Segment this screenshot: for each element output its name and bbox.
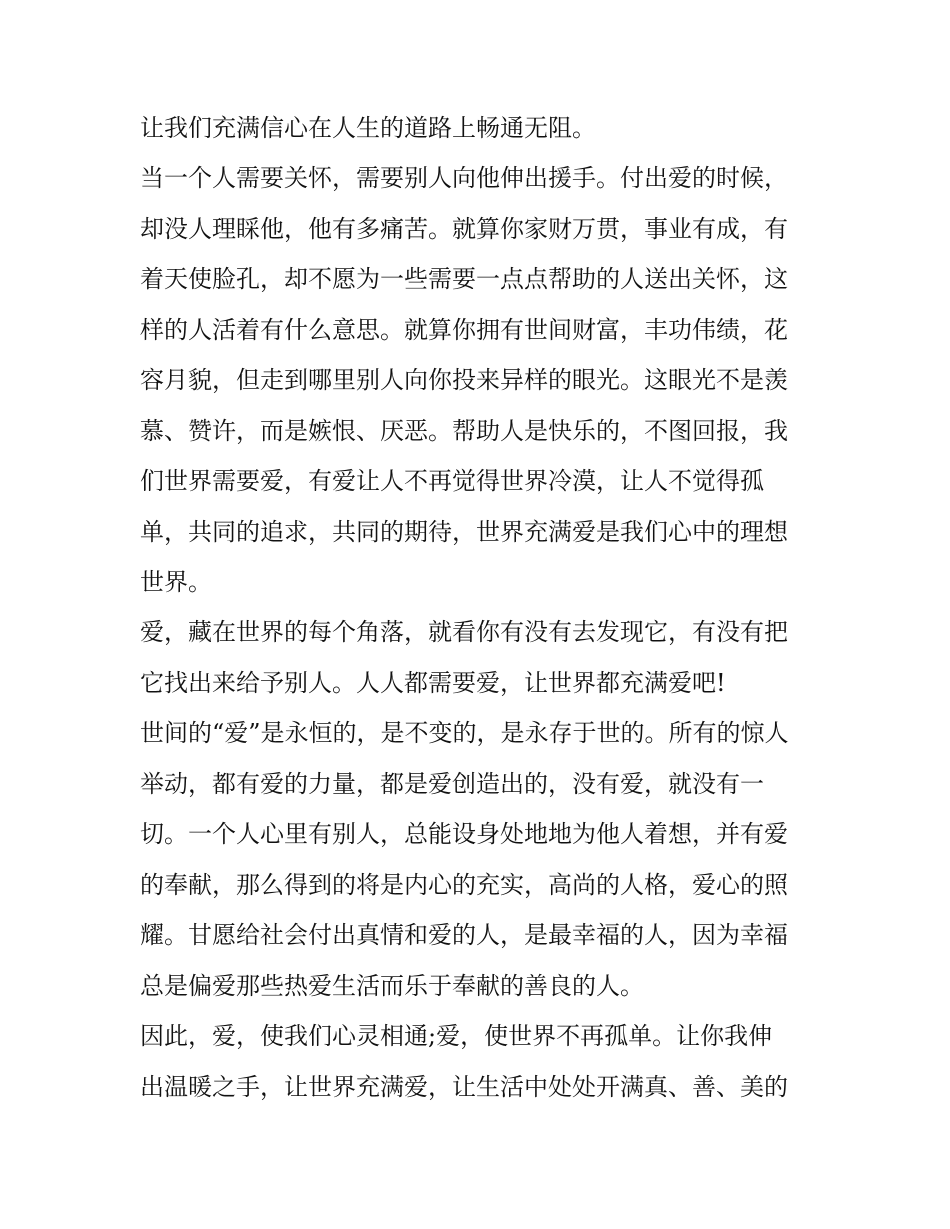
text-line: 容月貌，但走到哪里别人向你投来异样的眼光。这眼光不是羡	[140, 366, 788, 394]
text-line: 着天使脸孔，却不愿为一些需要一点点帮助的人送出关怀，这	[140, 265, 788, 293]
text-line: 却没人理睬他，他有多痛苦。就算你家财万贯，事业有成，有	[140, 215, 788, 243]
text-line: 单，共同的追求，共同的期待，世界充满爱是我们心中的理想	[140, 518, 788, 546]
text-line: 当一个人需要关怀，需要别人向他伸出援手。付出爱的时候，	[140, 164, 788, 192]
text-line: 慕、赞许，而是嫉恨、厌恶。帮助人是快乐的，不图回报，我	[140, 417, 788, 445]
text-line: 的奉献，那么得到的将是内心的充实，高尚的人格，爱心的照	[140, 871, 788, 899]
text-line: 因此，爱，使我们心灵相通;爱，使世界不再孤单。让你我伸	[140, 1022, 773, 1050]
text-line: 样的人活着有什么意思。就算你拥有世间财富，丰功伟绩，花	[140, 316, 788, 344]
text-line: 世间的“爱”是永恒的，是不变的，是永存于世的。所有的惊人	[140, 719, 789, 747]
text-line: 世界。	[140, 568, 212, 596]
text-line: 举动，都有爱的力量，都是爱创造出的，没有爱，就没有一	[140, 770, 764, 798]
text-line: 让我们充满信心在人生的道路上畅通无阻。	[140, 114, 596, 142]
text-line: 耀。甘愿给社会付出真情和爱的人，是最幸福的人，因为幸福	[140, 921, 788, 949]
text-line: 们世界需要爱，有爱让人不再觉得世界冷漠，让人不觉得孤	[140, 467, 764, 495]
text-line: 切。一个人心里有别人，总能设身处地地为他人着想，并有爱	[140, 820, 788, 848]
text-line: 它找出来给予别人。人人都需要爱，让世界都充满爱吧!	[140, 669, 726, 697]
text-line: 爱，藏在世界的每个角落，就看你有没有去发现它，有没有把	[140, 618, 788, 646]
text-line: 出温暖之手，让世界充满爱，让生活中处处开满真、善、美的	[140, 1073, 788, 1101]
text-line: 总是偏爱那些热爱生活而乐于奉献的善良的人。	[140, 972, 644, 1000]
